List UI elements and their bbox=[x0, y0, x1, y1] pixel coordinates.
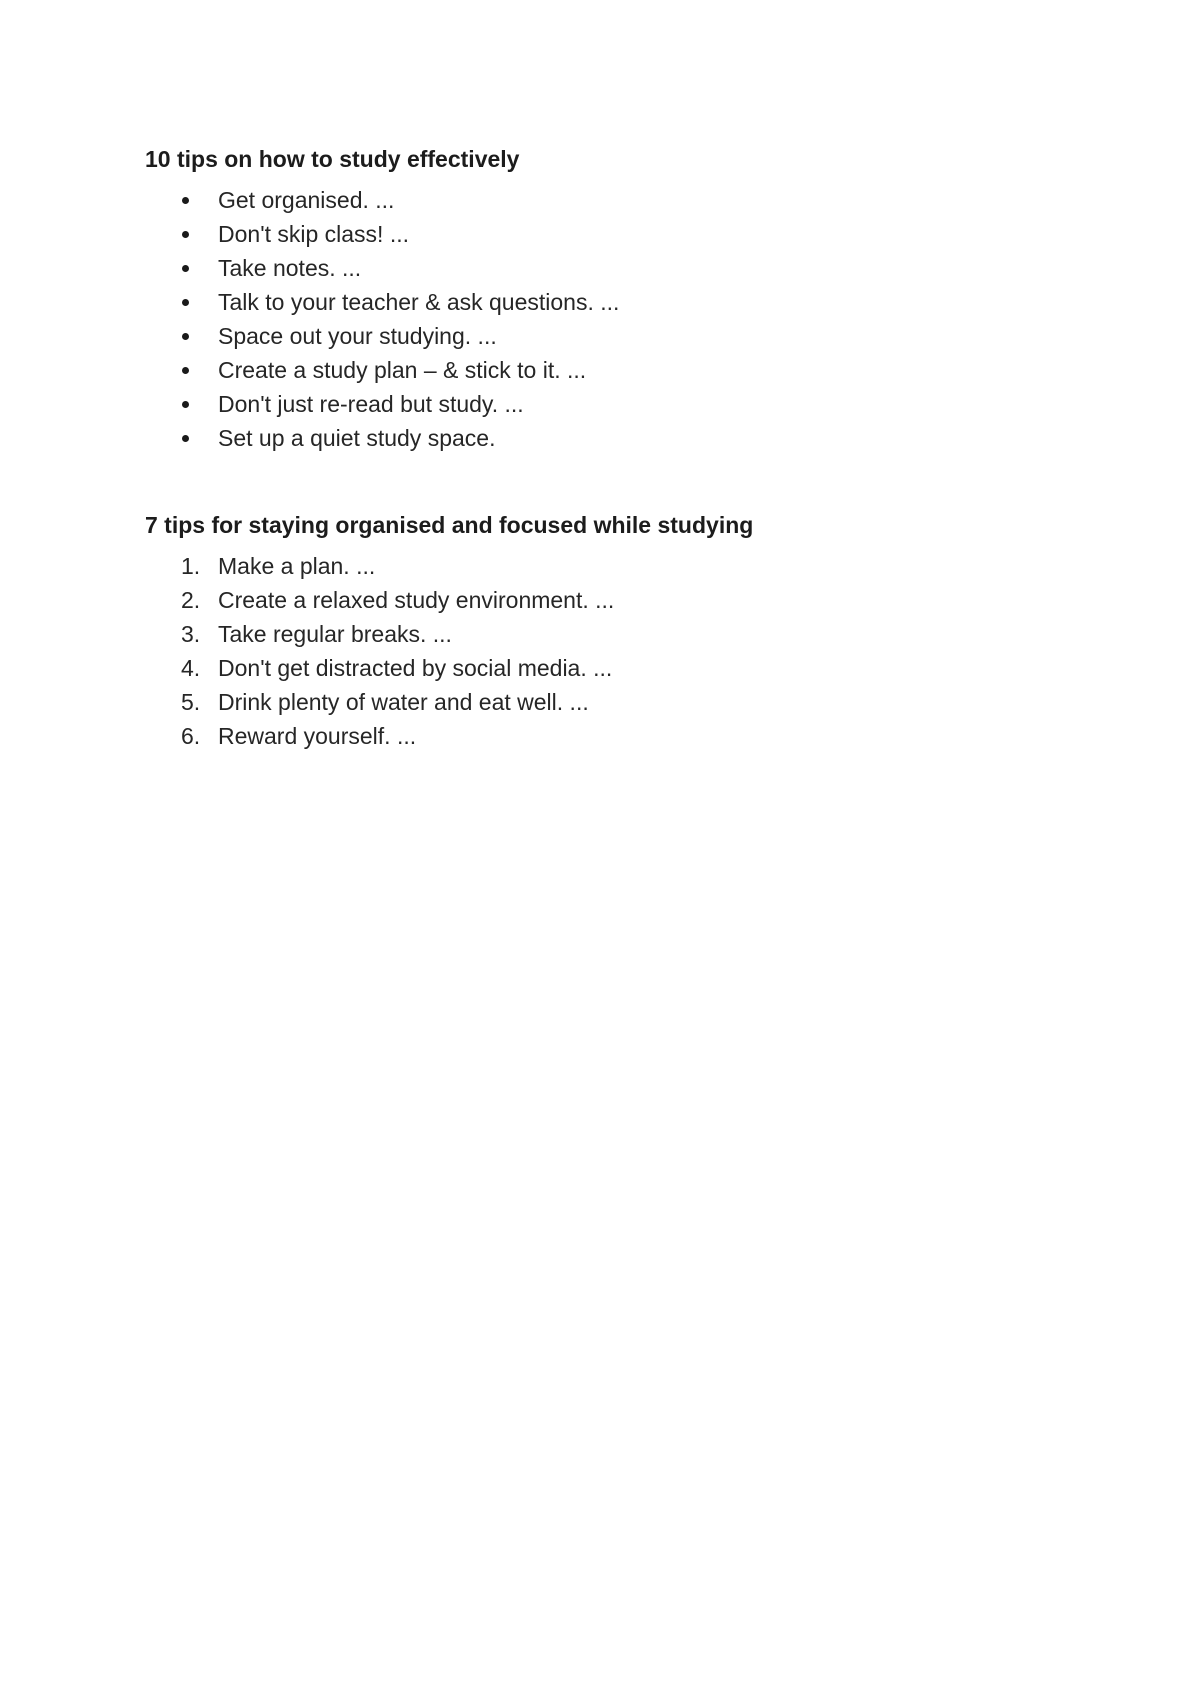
list-item bbox=[145, 319, 1105, 353]
list-item-text: Drink plenty of water and eat well. ... bbox=[218, 689, 589, 715]
bullet-icon bbox=[182, 401, 189, 408]
list-number: 5. bbox=[181, 689, 201, 715]
list-item-text: Space out your studying. ... bbox=[218, 323, 497, 349]
bullet-icon bbox=[182, 231, 189, 238]
list-item bbox=[145, 719, 1105, 753]
list-number: 2. bbox=[181, 587, 201, 613]
list-item-text: Take notes. ... bbox=[218, 255, 362, 281]
list-item-text: Make a plan. ... bbox=[218, 553, 376, 579]
list-item bbox=[145, 251, 1105, 285]
section-heading: 7 tips for staying organised and focused while studying bbox=[145, 512, 754, 538]
list-item-text: Set up a quiet study space. bbox=[218, 425, 496, 451]
bullet-list bbox=[145, 183, 1105, 455]
list-item-text: Don't get distracted by social media. ... bbox=[218, 655, 613, 681]
list-item-text: Create a study plan – & stick to it. ... bbox=[218, 357, 587, 383]
list-item-text: Talk to your teacher & ask questions. ... bbox=[218, 289, 620, 315]
bullet-icon bbox=[182, 299, 189, 306]
list-item bbox=[145, 421, 1105, 455]
list-item-text: Reward yourself. ... bbox=[218, 723, 417, 749]
bullet-icon bbox=[182, 197, 189, 204]
list-item bbox=[145, 617, 1105, 651]
list-item-text: Take regular breaks. ... bbox=[218, 621, 452, 647]
bullet-icon bbox=[182, 265, 189, 272]
list-item-text: Don't skip class! ... bbox=[218, 221, 410, 247]
list-number: 3. bbox=[181, 621, 201, 647]
section-heading: 10 tips on how to study effectively bbox=[145, 146, 520, 172]
list-item bbox=[145, 353, 1105, 387]
list-item bbox=[145, 685, 1105, 719]
list-item bbox=[145, 549, 1105, 583]
list-item-text: Don't just re-read but study. ... bbox=[218, 391, 524, 417]
list-item bbox=[145, 387, 1105, 421]
list-item-text: Get organised. ... bbox=[218, 187, 395, 213]
list-number: 4. bbox=[181, 655, 201, 681]
bullet-icon bbox=[182, 435, 189, 442]
list-item bbox=[145, 583, 1105, 617]
list-item-text: Create a relaxed study environment. ... bbox=[218, 587, 615, 613]
list-item bbox=[145, 183, 1105, 217]
list-number: 6. bbox=[181, 723, 201, 749]
list-number: 1. bbox=[181, 553, 201, 579]
list-item bbox=[145, 285, 1105, 319]
study-tips-section bbox=[145, 142, 1105, 455]
list-item bbox=[145, 217, 1105, 251]
list-item bbox=[145, 651, 1105, 685]
numbered-list bbox=[145, 549, 1105, 753]
bullet-icon bbox=[182, 367, 189, 374]
bullet-icon bbox=[182, 333, 189, 340]
focus-tips-section bbox=[145, 508, 1105, 753]
